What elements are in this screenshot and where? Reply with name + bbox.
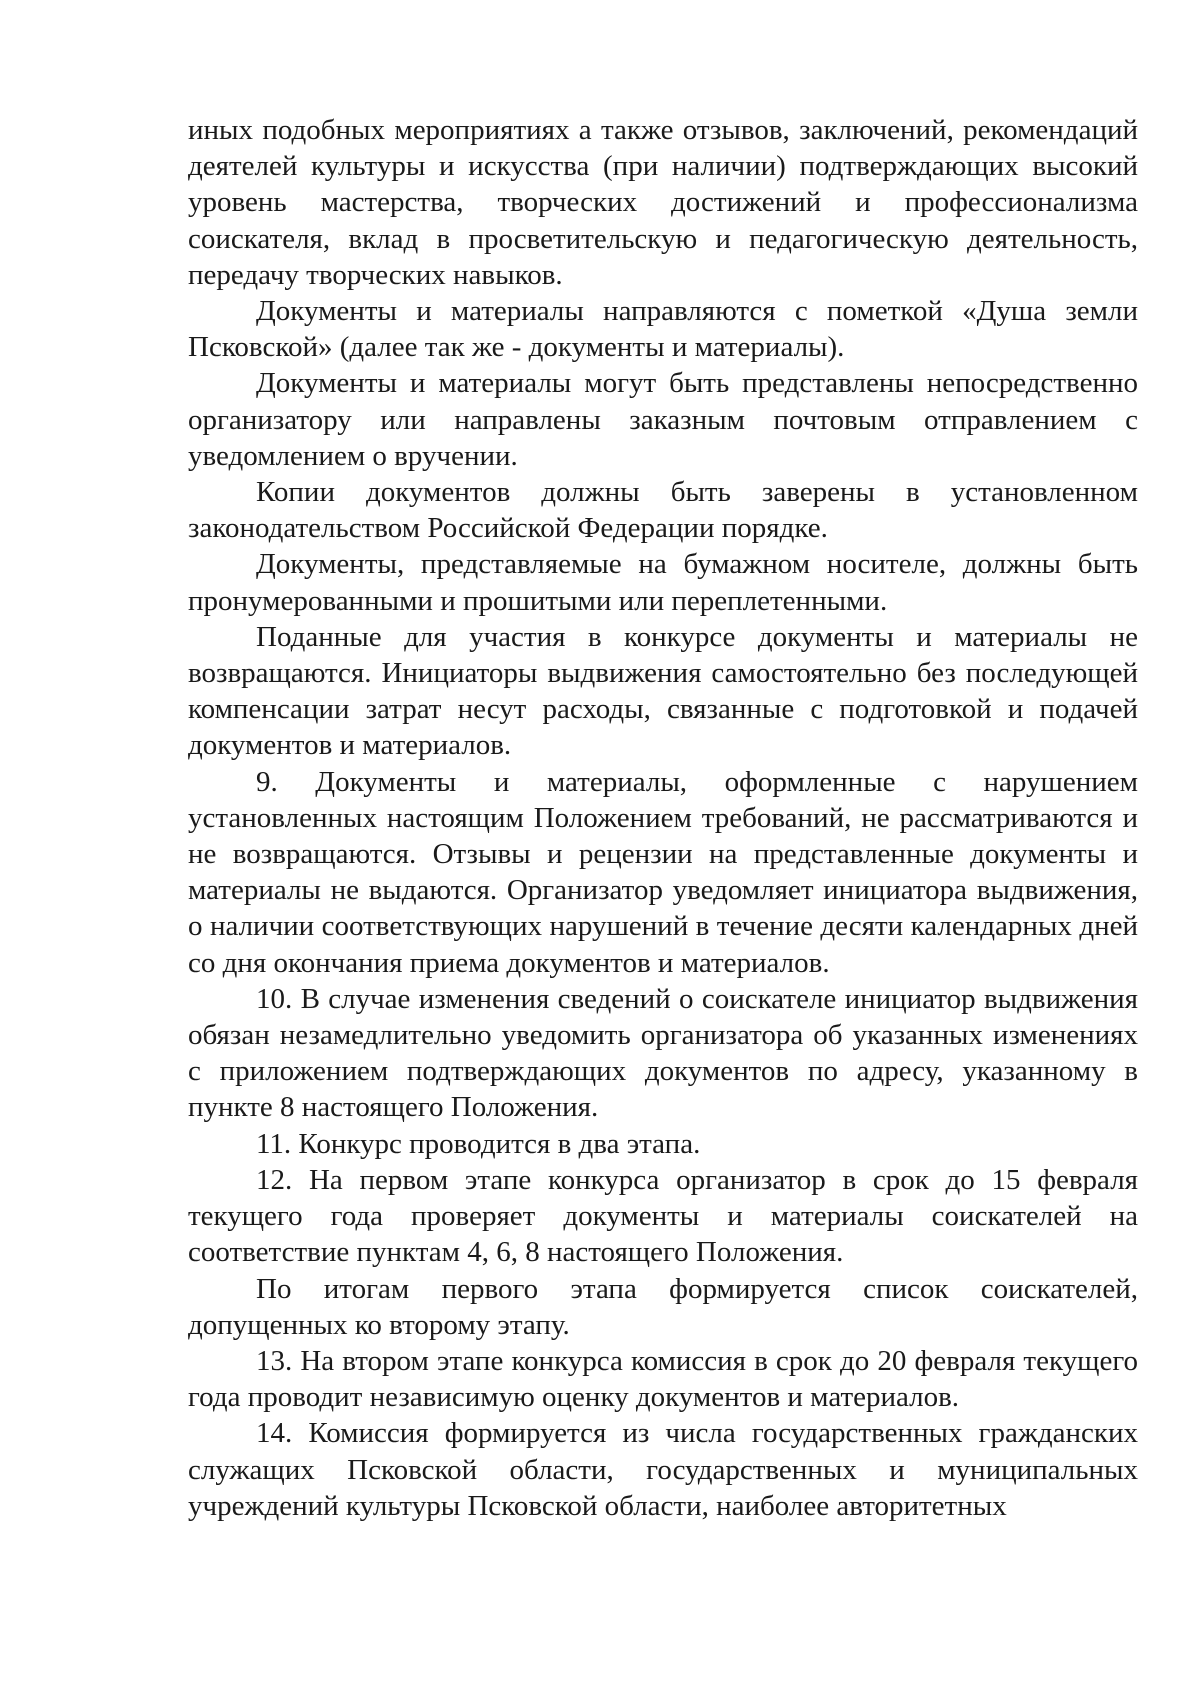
paragraph-item-12: 12. На первом этапе конкурса организатор в срок до 15 февраля текущего года проверяет документы и материалы соискателей на соответствие пунктам 4, 6, 8 настоящего Положения.: [188, 1163, 1138, 1269]
paragraph-copies-certified: Копии документов должны быть заверены в установленном законодательством Российской Федерации порядке.: [188, 476, 1138, 545]
paragraph-first-stage-results: По итогам первого этапа формируется список соискателей, допущенных ко второму этапу.: [188, 1272, 1138, 1341]
paragraph-paper-documents: Документы, представляемые на бумажном носителе, должны быть пронумерованными и прошитыми или переплетенными.: [188, 548, 1138, 617]
paragraph-not-returned: Поданные для участия в конкурсе документы и материалы не возвращаются. Инициаторы выдвижения самостоятельно без последующей компенсации затрат несут расходы, связанные с подготовкой и подачей документов и материалов.: [188, 620, 1138, 762]
paragraph-item-11: 11. Конкурс проводится в два этапа.: [256, 1127, 701, 1160]
paragraph-continuation: иных подобных мероприятиях а также отзывов, заключений, рекомендаций деятелей культуры и искусства (при наличии) подтверждающих высокий уровень мастерства, творческих достижений и профессионализма соискателя, вклад в просветительскую и педагогическую деятельность, передачу творческих навыков.: [188, 114, 1138, 291]
paragraph-item-13: 13. На втором этапе конкурса комиссия в срок до 20 февраля текущего года проводит независимую оценку документов и материалов.: [188, 1344, 1138, 1414]
paragraph-item-14: 14. Комиссия формируется из числа государственных гражданских служащих Псковской области, государственных и муниципальных учреждений культуры Псковской области, наиболее авторитетных: [188, 1417, 1138, 1522]
paragraph-item-10: 10. В случае изменения сведений о соискателе инициатор выдвижения обязан незамедлительно уведомить организатора об указанных изменениях с приложением подтверждающих документов по адресу, указанному в пункте 8 настоящего Положения.: [188, 982, 1138, 1124]
paragraph-submission-method: Документы и материалы могут быть представлены непосредственно организатору или направлены заказным почтовым отправлением с уведомлением о вручении.: [188, 367, 1138, 472]
document-body: [188, 112, 1138, 1524]
paragraph-item-9: 9. Документы и материалы, оформленные с нарушением установленных настоящим Положением требований, не рассматриваются и не возвращаются. Отзывы и рецензии на представленные документы и материалы не выдаются. Организатор уведомляет инициатора выдвижения, о наличии соответствующих нарушений в течение десяти календарных дней со дня окончания приема документов и материалов.: [188, 765, 1138, 979]
paragraph-documents-marking: Документы и материалы направляются с пометкой «Душа земли Псковской» (далее так же - документы и материалы).: [188, 295, 1138, 364]
